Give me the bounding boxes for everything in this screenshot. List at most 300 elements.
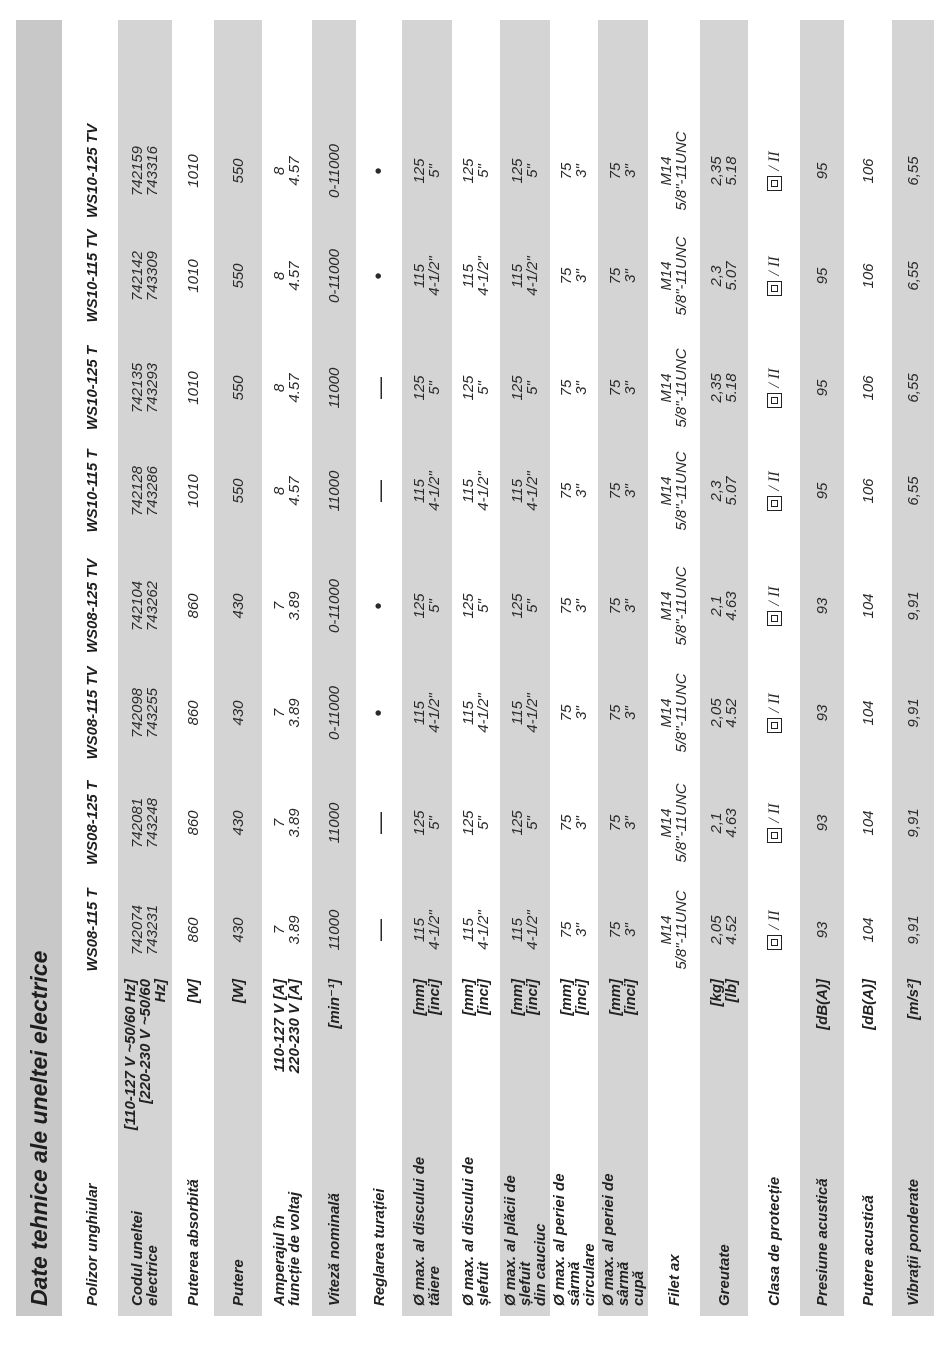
spec-value-line: 4-1/2" [475, 471, 492, 511]
spec-value-line: 3" [622, 269, 639, 283]
spec-label [648, 1131, 700, 1306]
spec-value [748, 113, 800, 229]
spec-label [356, 1131, 402, 1306]
spec-value-line: 75 [607, 162, 624, 180]
spec-value [550, 872, 598, 988]
spec-value-line: 7 [271, 601, 288, 611]
spec-value [452, 548, 500, 664]
spec-value [598, 655, 648, 771]
spec-value-line: 742074 [129, 904, 146, 956]
spec-value-line: 115 [509, 918, 526, 942]
spec-value-line: 4-1/2" [475, 910, 492, 950]
spec-value-line: 3" [622, 599, 639, 613]
spec-value-line: 9,91 [904, 591, 922, 621]
spec-value [262, 113, 312, 229]
spec-unit [844, 971, 892, 1131]
protection-class-text: / II [765, 693, 783, 713]
spec-unit [892, 971, 934, 1131]
spec-value [500, 655, 550, 771]
protection-class [767, 803, 782, 842]
spec-value-line: 125 [509, 158, 526, 184]
spec-value [312, 433, 356, 549]
spec-unit-line: [mm] [607, 979, 624, 1016]
spec-value [648, 113, 700, 229]
spec-value [500, 548, 550, 664]
spec-label [214, 1131, 262, 1306]
spec-label-line: șlefuit [475, 1261, 492, 1306]
spec-value [648, 218, 700, 334]
spec-label-line: Vibrații ponderate [904, 1179, 922, 1306]
spec-value-line: 125 [411, 158, 428, 184]
double-insulation-icon [767, 718, 782, 733]
spec-unit-line: [inci] [573, 979, 590, 1015]
spec-row [118, 20, 172, 1316]
spec-label-line: Reglarea turației [370, 1188, 388, 1306]
protection-class [767, 693, 782, 732]
spec-unit [172, 971, 214, 1131]
spec-value-line: 860 [184, 593, 202, 619]
spec-value [500, 765, 550, 881]
spec-value [550, 113, 598, 229]
spec-value-line: 8 [271, 166, 288, 176]
spec-value-line: 106 [859, 478, 877, 504]
spec-value [550, 548, 598, 664]
spec-unit-line: [min⁻¹] [325, 979, 343, 1029]
spec-value-line: 430 [229, 810, 247, 836]
spec-value-line: M14 [658, 476, 675, 506]
spec-value-line: 75 [607, 921, 624, 939]
spec-value [356, 330, 402, 446]
model-header: WS10-125 T [83, 345, 101, 431]
spec-row [748, 20, 800, 1316]
spec-value [214, 433, 262, 549]
spec-value [312, 872, 356, 988]
spec-value [312, 113, 356, 229]
spec-value-line: 93 [813, 597, 831, 615]
spec-value-line: 4-1/2" [524, 256, 541, 296]
spec-value [118, 433, 172, 549]
spec-value-line: 4.52 [723, 915, 740, 945]
spec-unit [800, 971, 844, 1131]
spec-value [402, 655, 452, 771]
spec-unit-line: [m/s²] [904, 979, 922, 1020]
spec-value-line: 5" [475, 164, 492, 178]
spec-value-line: 75 [607, 704, 624, 722]
spec-value [452, 218, 500, 334]
spec-value-line: 115 [411, 479, 428, 503]
spec-value-line: 75 [607, 267, 624, 285]
spec-value [892, 218, 934, 334]
spec-value-line: 115 [411, 701, 428, 725]
spec-value [356, 433, 402, 549]
spec-value [500, 433, 550, 549]
spec-value [550, 330, 598, 446]
spec-unit [500, 971, 550, 1131]
spec-value [844, 655, 892, 771]
spec-value [800, 765, 844, 881]
spec-value [402, 433, 452, 549]
spec-unit [748, 971, 800, 1131]
spec-value-line: 4-1/2" [524, 693, 541, 733]
spec-value [844, 872, 892, 988]
spec-value [262, 872, 312, 988]
spec-value-line: 2,05 [708, 915, 725, 945]
spec-value-line: 2,1 [708, 595, 725, 617]
spec-value-line: 1010 [184, 259, 202, 293]
spec-value [550, 218, 598, 334]
spec-value [800, 433, 844, 549]
spec-value [700, 872, 748, 988]
spec-row [892, 20, 934, 1316]
spec-value-line: — [366, 377, 392, 399]
spec-value-line: 75 [558, 379, 575, 397]
spec-value-line: 75 [558, 267, 575, 285]
spec-value-line: 9,91 [904, 698, 922, 728]
spec-label [500, 1131, 550, 1306]
spec-value [262, 548, 312, 664]
spec-value-line: 5" [426, 816, 443, 830]
spec-value-line: 742128 [129, 465, 146, 517]
spec-value [452, 330, 500, 446]
spec-value-line: 106 [859, 375, 877, 401]
spec-value [402, 113, 452, 229]
spec-value-line: 743316 [144, 145, 161, 197]
spec-value-line: 3.89 [286, 808, 303, 838]
spec-value-line: 125 [509, 810, 526, 836]
spec-value [648, 330, 700, 446]
spec-label [172, 1131, 214, 1306]
spec-row [262, 20, 312, 1316]
spec-value-line: 125 [509, 593, 526, 619]
spec-value-line: • [367, 709, 390, 717]
double-insulation-icon [767, 935, 782, 950]
spec-value-line: 1010 [184, 154, 202, 188]
spec-value [500, 218, 550, 334]
spec-value-line: 5/8"-11UNC [673, 783, 690, 863]
spec-value-line: 75 [558, 162, 575, 180]
spec-unit-line: [220-230 V ~50/60 Hz] [136, 979, 169, 1104]
spec-label [748, 1131, 800, 1306]
spec-value-line: 9,91 [904, 915, 922, 945]
spec-value [262, 655, 312, 771]
spec-value-line: 743262 [144, 580, 161, 632]
spec-value [262, 218, 312, 334]
protection-class-text: / II [765, 151, 783, 171]
spec-value-line: • [367, 272, 390, 280]
spec-value-line: 742142 [129, 250, 146, 302]
spec-value [500, 113, 550, 229]
spec-value [700, 113, 748, 229]
spec-row [452, 20, 500, 1316]
spec-value-line: 550 [229, 375, 247, 401]
spec-value-line: 743293 [144, 362, 161, 414]
spec-unit-line: [dB(A)] [813, 979, 831, 1030]
spec-value-line: 550 [229, 158, 247, 184]
spec-value-line: 106 [859, 158, 877, 184]
spec-unit [648, 971, 700, 1131]
spec-value-line: 4-1/2" [475, 693, 492, 733]
spec-value-line: 75 [607, 379, 624, 397]
spec-value-line: • [367, 602, 390, 610]
spec-value-line: M14 [658, 156, 675, 186]
tech-data-sheet [16, 20, 934, 1316]
spec-value [356, 218, 402, 334]
spec-value-line: 4-1/2" [426, 693, 443, 733]
spec-value-line: 5/8"-11UNC [673, 566, 690, 646]
model-header: WS10-115 TV [83, 229, 101, 323]
spec-value-line: 4.52 [723, 698, 740, 728]
spec-value [172, 433, 214, 549]
spec-value-line: 3" [573, 269, 590, 283]
spec-value-line: 4.57 [286, 156, 303, 186]
spec-value-line: 6,55 [904, 476, 922, 506]
spec-value-line: 430 [229, 700, 247, 726]
spec-unit [452, 971, 500, 1131]
spec-value-line: 4.63 [723, 808, 740, 838]
spec-unit [262, 971, 312, 1131]
spec-value [172, 548, 214, 664]
double-insulation-icon [767, 496, 782, 511]
spec-value [892, 765, 934, 881]
spec-value-line: 115 [411, 918, 428, 942]
spec-value [748, 330, 800, 446]
spec-value-line: 5.18 [723, 373, 740, 403]
protection-class [767, 151, 782, 190]
spec-value-line: 125 [460, 593, 477, 619]
protection-class [767, 586, 782, 625]
spec-value-line: 115 [460, 918, 477, 942]
spec-value-line: 125 [411, 810, 428, 836]
spec-value-line: 6,55 [904, 261, 922, 291]
spec-value-line: 75 [607, 814, 624, 832]
spec-value-line: 742098 [129, 687, 146, 739]
spec-value-line: 5" [524, 381, 541, 395]
spec-value-line: 5" [524, 816, 541, 830]
spec-value [118, 330, 172, 446]
spec-value-line: 75 [607, 597, 624, 615]
spec-value [892, 113, 934, 229]
spec-label-line: Ø max. al discului de [411, 1156, 428, 1306]
spec-value [800, 655, 844, 771]
spec-row [598, 20, 648, 1316]
spec-value-line: M14 [658, 808, 675, 838]
double-insulation-icon [767, 611, 782, 626]
spec-value-line: 4-1/2" [426, 471, 443, 511]
spec-value [550, 765, 598, 881]
spec-value [500, 330, 550, 446]
spec-value-line: 742104 [129, 580, 146, 632]
spec-value [700, 655, 748, 771]
spec-value [172, 113, 214, 229]
spec-value [598, 433, 648, 549]
spec-value-line: 860 [184, 700, 202, 726]
spec-row [172, 20, 214, 1316]
spec-value-line: 3" [622, 816, 639, 830]
spec-unit [356, 971, 402, 1131]
spec-label [800, 1131, 844, 1306]
spec-value-line: 104 [859, 700, 877, 726]
spec-label-line: Filet ax [665, 1254, 683, 1306]
spec-value-line: 7 [271, 925, 288, 935]
spec-value [262, 433, 312, 549]
spec-value-line: 11000 [325, 802, 343, 844]
spec-value-line: 743255 [144, 687, 161, 739]
spec-value [800, 330, 844, 446]
spec-label [550, 1131, 598, 1306]
spec-value-line: 4.57 [286, 373, 303, 403]
spec-row [550, 20, 598, 1316]
spec-row [356, 20, 402, 1316]
spec-value [700, 765, 748, 881]
spec-value [356, 872, 402, 988]
spec-value [800, 113, 844, 229]
header-label: Polizor unghiular [83, 1183, 101, 1306]
spec-value [172, 655, 214, 771]
spec-value-line: 743286 [144, 465, 161, 517]
spec-value [748, 765, 800, 881]
spec-value [892, 872, 934, 988]
spec-value [452, 433, 500, 549]
spec-value-line: 3" [573, 381, 590, 395]
spec-value [452, 113, 500, 229]
spec-value [598, 548, 648, 664]
spec-value-line: 5" [426, 381, 443, 395]
spec-value-line: 95 [813, 379, 831, 397]
spec-value [262, 765, 312, 881]
spec-value [356, 548, 402, 664]
spec-value [648, 655, 700, 771]
spec-value-line: M14 [658, 373, 675, 403]
spec-label-line: Viteză nominală [325, 1193, 343, 1306]
spec-value-line: 5" [475, 599, 492, 613]
spec-value [402, 330, 452, 446]
spec-value [118, 113, 172, 229]
spec-unit-line: [lb] [723, 979, 740, 1003]
spec-value [748, 218, 800, 334]
spec-value [700, 548, 748, 664]
spec-value-line: 75 [558, 597, 575, 615]
model-header: WS08-115 T [83, 888, 101, 972]
spec-value-line: 3" [573, 706, 590, 720]
spec-value-line: 2,3 [708, 265, 725, 287]
spec-value [700, 433, 748, 549]
spec-label-line: circulare [580, 1243, 598, 1306]
spec-label-line: din cauciuc [531, 1223, 549, 1306]
spec-unit [118, 971, 172, 1131]
spec-unit-line: [W] [229, 979, 247, 1004]
spec-value-line: 6,55 [904, 373, 922, 403]
spec-value-line: 95 [813, 267, 831, 285]
spec-value [312, 548, 356, 664]
protection-class-text: / II [765, 471, 783, 491]
spec-value-line: 5.18 [723, 156, 740, 186]
spec-value-line: 75 [607, 482, 624, 500]
spec-value [214, 218, 262, 334]
spec-value-line: 2,05 [708, 698, 725, 728]
protection-class-text: / II [765, 910, 783, 930]
spec-value-line: 115 [460, 264, 477, 288]
spec-value [172, 872, 214, 988]
spec-value [172, 218, 214, 334]
spec-value [402, 218, 452, 334]
spec-value-line: 75 [558, 921, 575, 939]
spec-label [262, 1131, 312, 1306]
spec-value-line: 3" [622, 164, 639, 178]
spec-value-line: 11000 [325, 470, 343, 512]
spec-value [800, 548, 844, 664]
spec-value-line: 8 [271, 271, 288, 281]
protection-class-text: / II [765, 803, 783, 823]
spec-value-line: 5" [524, 599, 541, 613]
spec-value-line: 5.07 [723, 261, 740, 291]
spec-value [214, 113, 262, 229]
spec-value [800, 218, 844, 334]
spec-label-line: Ø max. al periei de sârmă [550, 1173, 583, 1306]
spec-value-line: 0-11000 [325, 144, 343, 198]
spec-value-line: 860 [184, 917, 202, 943]
spec-value [214, 872, 262, 988]
spec-value-line: 3" [622, 381, 639, 395]
spec-value-line: 3" [573, 923, 590, 937]
spec-row [800, 20, 844, 1316]
spec-label-line: Greutate [715, 1244, 733, 1306]
spec-label-line: Ø max. al periei de sârmă [599, 1173, 632, 1306]
spec-value-line: 0-11000 [325, 579, 343, 633]
spec-value-line: 125 [460, 158, 477, 184]
spec-value-line: M14 [658, 698, 675, 728]
spec-value-line: 6,55 [904, 156, 922, 186]
spec-value [648, 433, 700, 549]
spec-value [892, 330, 934, 446]
spec-value-line: 125 [411, 593, 428, 619]
protection-class [767, 910, 782, 949]
spec-value-line: 742081 [129, 797, 146, 849]
spec-unit-line: [mm] [558, 979, 575, 1016]
spec-value-line: 4-1/2" [426, 910, 443, 950]
spec-value-line: 5" [426, 164, 443, 178]
spec-value [118, 548, 172, 664]
protection-class-text: / II [765, 256, 783, 276]
spec-unit-line: [inci] [475, 979, 492, 1015]
protection-class-text: / II [765, 368, 783, 388]
header-row [66, 20, 118, 1316]
spec-value [312, 655, 356, 771]
spec-value-line: 115 [509, 701, 526, 725]
spec-value-line: 2,3 [708, 480, 725, 502]
spec-value [118, 655, 172, 771]
spec-value [892, 655, 934, 771]
spec-unit-line: [mm] [460, 979, 477, 1016]
spec-value-line: 95 [813, 162, 831, 180]
spec-unit-line: [kg] [708, 979, 725, 1007]
spec-value-line: 115 [509, 264, 526, 288]
spec-label-line: Putere acustică [859, 1195, 877, 1306]
spec-row [312, 20, 356, 1316]
spec-value [748, 655, 800, 771]
spec-value [844, 433, 892, 549]
spec-value-line: 4.57 [286, 476, 303, 506]
spec-unit-line: 110-127 V [A] [271, 979, 288, 1073]
spec-label-line: Clasa de protecție [765, 1176, 783, 1306]
spec-value [844, 113, 892, 229]
spec-value-line: M14 [658, 261, 675, 291]
spec-label-line: Codul uneltei [129, 1211, 146, 1306]
spec-unit-line: 220-230 V [A] [286, 979, 303, 1074]
spec-label-line: Ø max. al discului de [460, 1156, 477, 1306]
spec-value-line: 7 [271, 818, 288, 828]
spec-unit [402, 971, 452, 1131]
spec-value [312, 330, 356, 446]
